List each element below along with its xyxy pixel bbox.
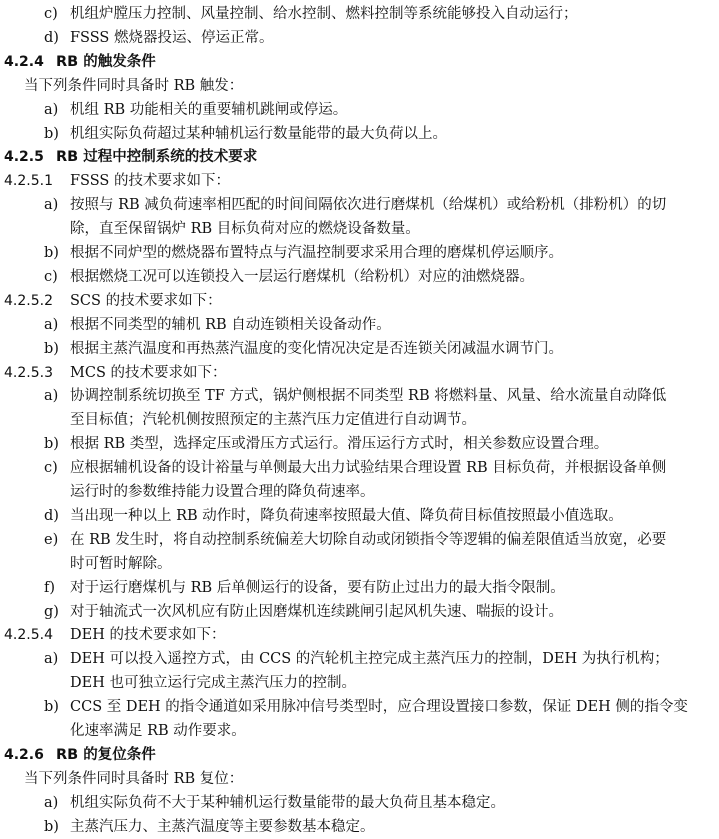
list-item-continuation [0,552,713,576]
list-marker: c) [44,6,58,22]
list-item [0,337,713,361]
list-item [0,98,713,122]
section-title: RB 过程中控制系统的技术要求 [56,149,258,166]
section-title: RB 的复位条件 [56,746,156,763]
list-marker: c) [44,460,58,477]
list-marker: b) [44,699,59,716]
list-item-text: DEH 可以投入遥控方式，由 CCS 的汽轮机主控完成主蒸汽压力的控制，DEH 为执行机构； [70,651,669,668]
continuation-text: 化速率满足 RB 动作要求。 [70,723,246,739]
list-marker: g) [44,603,59,620]
list-item [0,432,713,456]
list-marker: c) [44,268,58,285]
list-marker: b) [44,818,59,835]
list-marker: d) [44,507,59,524]
subsection-heading [0,623,713,647]
list-item [0,313,713,337]
list-item-text: 按照与 RB 减负荷速率相匹配的时间间隔依次进行磨煤机（给煤机）或给粉机（排粉机）的切 [70,197,667,214]
paragraph-text: 当下列条件同时具备时 RB 复位： [24,770,244,787]
list-marker: e) [44,531,59,548]
section-heading [0,50,713,74]
list-item [0,576,713,600]
section-number: 4.2.5.4 [4,627,53,644]
subsection-heading [0,289,713,313]
continuation-text: 至目标值；汽轮机侧按照预定的主蒸汽压力定值进行自动调节。 [70,412,476,429]
list-item [0,528,713,552]
paragraph [0,767,713,791]
list-item [0,647,713,671]
list-item-text: 根据不同炉型的燃烧器布置特点与汽温控制要求采用合理的磨煤机停运顺序。 [70,245,563,261]
section-number: 4.2.4 [4,53,44,70]
list-item [0,815,713,839]
list-item-text: FSSS 燃烧器投运、停运正常。 [70,29,274,46]
list-item-text: 根据燃烧工况可以连锁投入一层运行磨煤机（给粉机）对应的油燃烧器。 [70,268,534,285]
list-item [0,384,713,408]
list-item [0,791,713,815]
continuation-text: 运行时的参数维持能力设置合理的降负荷速率。 [70,484,375,500]
list-item-text: 根据不同类型的辅机 RB 自动连锁相关设备动作。 [70,316,391,333]
list-marker: b) [44,125,59,142]
section-title: DEH 的技术要求如下： [70,627,226,644]
list-marker: b) [44,436,59,453]
section-number: 4.2.6 [4,746,44,763]
list-marker: a) [44,794,59,811]
list-marker: b) [44,340,59,357]
list-item [0,265,713,289]
list-item [0,600,713,624]
section-heading [0,145,713,169]
list-item-text: CCS 至 DEH 的指令通道如采用脉冲信号类型时，应合理设置接口参数，保证 DEH 侧的指令变 [70,699,688,716]
subsection-heading [0,169,713,193]
list-item-text: 应根据辅机设备的设计裕量与单侧最大出力试验结果合理设置 RB 目标负荷，并根据设备单侧 [70,460,667,477]
subsection-heading [0,361,713,385]
section-number: 4.2.5.2 [4,292,53,309]
section-title: RB 的触发条件 [56,53,156,70]
list-item-continuation [0,217,713,241]
list-marker: b) [44,245,59,261]
section-number: 4.2.5.1 [4,173,53,190]
list-item-text: 机组实际负荷不大于某种辅机运行数量能带的最大负荷且基本稳定。 [70,794,505,811]
paragraph [0,74,713,98]
list-item-text: 根据主蒸汽温度和再热蒸汽温度的变化情况决定是否连锁关闭减温水调节门。 [70,340,563,357]
list-marker: a) [44,101,59,118]
list-item-text: 机组炉膛压力控制、风量控制、给水控制、燃料控制等系统能够投入自动运行； [70,6,578,22]
list-marker: a) [44,316,59,333]
list-item-text: 机组 RB 功能相关的重要辅机跳闸或停运。 [70,101,348,118]
list-item-text: 主蒸汽压力、主蒸汽温度等主要参数基本稳定。 [70,818,375,835]
section-number: 4.2.5 [4,149,44,166]
list-item-continuation [0,719,713,743]
list-item-continuation [0,408,713,432]
list-item-text: 对于轴流式一次风机应有防止因磨煤机连续跳闸引起风机失速、喘振的设计。 [70,603,563,620]
list-item [0,504,713,528]
list-marker: a) [44,197,59,214]
list-marker: a) [44,651,59,668]
list-item [0,695,713,719]
list-item-continuation [0,671,713,695]
continuation-text: 除，直至保留锅炉 RB 目标负荷对应的燃烧设备数量。 [70,221,420,238]
list-marker: f) [44,579,56,596]
list-item [0,193,713,217]
list-item-continuation [0,480,713,504]
section-title: MCS 的技术要求如下： [70,364,227,381]
continuation-text: 时可暂时解除。 [70,555,172,572]
list-item-text: 机组实际负荷超过某种辅机运行数量能带的最大负荷以上。 [70,125,447,142]
paragraph-text: 当下列条件同时具备时 RB 触发： [24,77,244,94]
list-item [0,26,713,50]
section-title: FSSS 的技术要求如下： [70,173,230,190]
section-number: 4.2.5.3 [4,364,53,381]
list-item [0,2,713,26]
section-heading [0,743,713,767]
list-item [0,241,713,265]
list-item [0,122,713,146]
section-title: SCS 的技术要求如下： [70,292,222,309]
list-item-text: 对于运行磨煤机与 RB 后单侧运行的设备，要有防止过出力的最大指令限制。 [70,579,565,596]
list-marker: a) [44,388,59,405]
list-item-text: 当出现一种以上 RB 动作时，降负荷速率按照最大值、降负荷目标值按照最小值选取。 [70,507,623,524]
list-item-text: 根据 RB 类型，选择定压或滑压方式运行。滑压运行方式时，相关参数应设置合理。 [70,436,609,453]
list-marker: d) [44,29,59,46]
list-item [0,456,713,480]
list-item-text: 协调控制系统切换至 TF 方式，锅炉侧根据不同类型 RB 将燃料量、风量、给水流量自动降低 [70,388,667,405]
continuation-text: DEH 也可独立运行完成主蒸汽压力的控制。 [70,675,356,692]
list-item-text: 在 RB 发生时，将自动控制系统偏差大切除自动或闭锁指令等逻辑的偏差限值适当放宽，必要 [70,531,667,548]
